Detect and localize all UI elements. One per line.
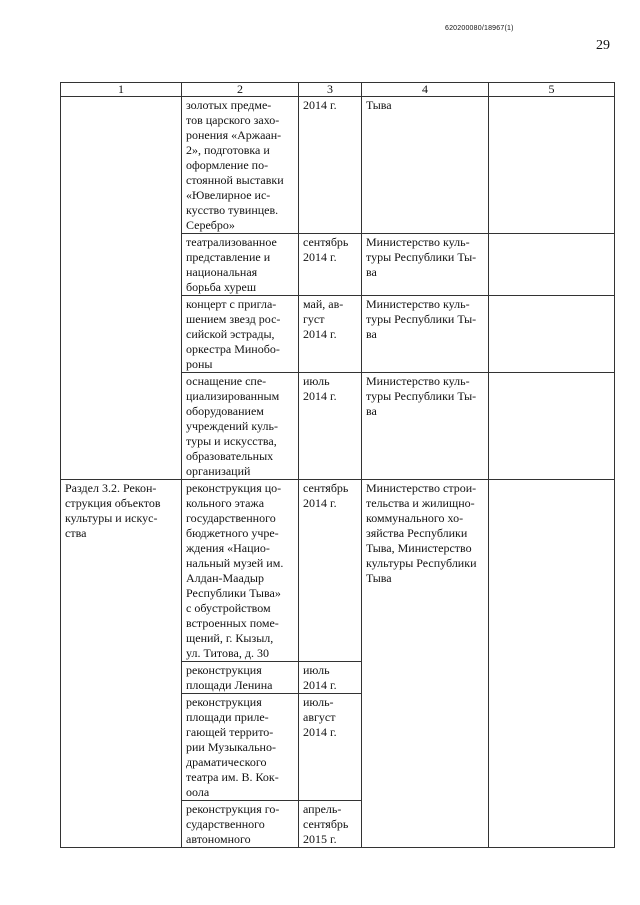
document-id: 620200080/18967(1) — [445, 25, 514, 32]
page-number: 29 — [596, 38, 610, 53]
responsible-cell: Тыва — [362, 97, 489, 234]
event-cell: реконструкция площади Ленина — [182, 662, 299, 694]
column-number: 5 — [489, 83, 615, 97]
date-cell: 2014 г. — [299, 97, 362, 234]
event-cell: оснащение спе- циализированным оборудованием учреждений куль- туры и искусства, образовательных организаций — [182, 373, 299, 480]
col5-cell — [489, 296, 615, 373]
col5-cell — [489, 373, 615, 480]
responsible-cell: Министерство куль- туры Республики Ты- ва — [362, 296, 489, 373]
column-number: 4 — [362, 83, 489, 97]
column-number: 3 — [299, 83, 362, 97]
event-cell: театрализованное представление и национальная борьба хуреш — [182, 234, 299, 296]
col5-cell — [489, 234, 615, 296]
date-cell: май, ав- густ 2014 г. — [299, 296, 362, 373]
event-cell: концерт с пригла- шением звезд рос- сийской эстрады, оркестра Минобо- роны — [182, 296, 299, 373]
section-cell: Раздел 3.2. Рекон- струкция объектов культуры и искус- ства — [61, 480, 182, 848]
plan-table — [60, 82, 615, 848]
event-cell: золотых предме- тов царского захо- ронения «Аржаан- 2», подготовка и оформление по- стоянной выставки «Ювелирное ис- кусство тувинцев. Серебро» — [182, 97, 299, 234]
event-cell: реконструкция го- сударственного автономного — [182, 801, 299, 848]
date-cell: июль- август 2014 г. — [299, 694, 362, 801]
date-cell: июль 2014 г. — [299, 373, 362, 480]
date-cell: сентябрь 2014 г. — [299, 234, 362, 296]
table-row — [61, 480, 615, 662]
column-number: 1 — [61, 83, 182, 97]
col5-cell — [489, 97, 615, 234]
date-cell: сентябрь 2014 г. — [299, 480, 362, 662]
responsible-cell: Министерство куль- туры Республики Ты- ва — [362, 234, 489, 296]
responsible-cell: Министерство куль- туры Республики Ты- ва — [362, 373, 489, 480]
event-cell: реконструкция цо- кольного этажа государственного бюджетного учре- ждения «Нацио- нальный музей им. Алдан-Маадыр Республики Тыва» с обустройством встроенных поме- щений, г. Кызыл, ул. Титова, д. 30 — [182, 480, 299, 662]
column-number-row — [61, 83, 615, 97]
date-cell: июль 2014 г. — [299, 662, 362, 694]
table-row — [61, 97, 615, 234]
date-cell: апрель- сентябрь 2015 г. — [299, 801, 362, 848]
column-number: 2 — [182, 83, 299, 97]
responsible-cell: Министерство строи- тельства и жилищно- коммунального хо- зяйства Республики Тыва, Министерство культуры Республики Тыва — [362, 480, 489, 848]
col5-cell — [489, 480, 615, 848]
event-cell: реконструкция площади приле- гающей террито- рии Музыкально- драматического театра им. В. Кок- оола — [182, 694, 299, 801]
section-cell — [61, 97, 182, 480]
